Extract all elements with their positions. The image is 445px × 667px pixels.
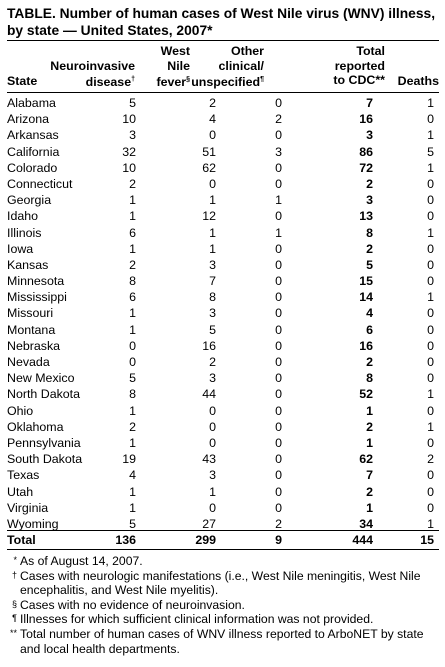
cell-fever: 0	[209, 419, 216, 434]
table-row	[7, 208, 439, 224]
table-row	[7, 435, 439, 451]
table-row	[7, 273, 439, 289]
cell-fever: 5	[209, 322, 216, 337]
cell-other: 0	[275, 435, 282, 450]
cell-fever: 1	[209, 241, 216, 256]
cell-total: 1	[366, 500, 373, 515]
cell-total: 16	[359, 112, 373, 127]
cell-deaths: 1	[427, 160, 434, 175]
cell-fever: 12	[202, 209, 216, 224]
cell-deaths: 0	[427, 257, 434, 272]
total-label: Total	[7, 533, 36, 547]
cell-other: 0	[275, 176, 282, 191]
cell-neuro: 10	[122, 160, 136, 175]
cell-other: 0	[275, 468, 282, 483]
pilcrow-mark: ¶	[260, 76, 264, 84]
table-row	[7, 192, 439, 208]
cell-neuro: 1	[129, 484, 136, 499]
table-row	[7, 451, 439, 467]
header-other-line2: clinical/	[218, 58, 264, 73]
cell-deaths: 1	[427, 128, 434, 143]
cell-total: 5	[366, 257, 373, 272]
cell-fever: 0	[209, 435, 216, 450]
cell-fever: 16	[202, 338, 216, 353]
cell-state: Idaho	[7, 209, 39, 224]
cell-total: 16	[359, 338, 373, 353]
cell-fever: 3	[209, 468, 216, 483]
table-row	[7, 419, 439, 435]
cell-other: 0	[275, 338, 282, 353]
table-row	[7, 241, 439, 257]
cell-deaths: 0	[427, 193, 434, 208]
footnote-rule	[7, 549, 439, 550]
header-total-line3: to CDC**	[333, 73, 385, 88]
cell-state: Illinois	[7, 225, 42, 240]
total-rule	[7, 530, 439, 531]
cell-neuro: 0	[129, 338, 136, 353]
cell-state: Ohio	[7, 403, 34, 418]
cell-other: 0	[275, 387, 282, 402]
cell-state: Georgia	[7, 193, 52, 208]
cell-neuro: 4	[129, 468, 136, 483]
cell-other: 0	[275, 160, 282, 175]
header-rule	[7, 92, 439, 93]
cell-total: 1	[366, 403, 373, 418]
header-fever-line2: Nile	[167, 58, 190, 73]
section-mark: §	[186, 76, 190, 84]
cell-neuro: 1	[129, 241, 136, 256]
cell-fever: 1	[209, 484, 216, 499]
cell-state: Iowa	[7, 241, 34, 256]
table-row	[7, 289, 439, 305]
cell-total: 15	[359, 274, 373, 289]
cell-fever: 3	[209, 257, 216, 272]
header-neuroinvasive-label: disease	[85, 75, 132, 90]
cell-deaths: 0	[427, 176, 434, 191]
cell-total: 2	[366, 484, 373, 499]
cell-neuro: 1	[129, 403, 136, 418]
cell-deaths: 0	[427, 209, 434, 224]
footnote-mark: *	[13, 555, 17, 565]
cell-total: 86	[359, 144, 373, 159]
cell-total: 2	[366, 176, 373, 191]
cell-deaths: 0	[427, 500, 434, 515]
cell-total: 13	[359, 209, 373, 224]
cell-neuro: 6	[129, 290, 136, 305]
header-total-reported	[333, 44, 385, 88]
cell-total: 1	[366, 435, 373, 450]
cell-state: Colorado	[7, 160, 58, 175]
table-row	[7, 305, 439, 321]
table-row	[7, 95, 439, 111]
cell-state: New Mexico	[7, 371, 75, 386]
header-other-line1: Other	[230, 44, 264, 58]
header-state: State	[7, 74, 38, 88]
dagger-mark: †	[131, 76, 135, 84]
cell-total: 72	[359, 160, 373, 175]
cell-other: 0	[275, 419, 282, 434]
cell-fever: 43	[202, 452, 216, 467]
cell-deaths: 1	[427, 516, 434, 531]
cell-fever: 7	[209, 274, 216, 289]
cell-total: 2	[366, 419, 373, 434]
footnote-text: Total number of human cases of WNV illness reported to ArboNET by state and local health departments.	[20, 626, 424, 656]
cell-deaths: 0	[427, 241, 434, 256]
footnote	[7, 554, 439, 569]
header-neuroinvasive	[50, 44, 135, 90]
cell-neuro: 19	[122, 452, 136, 467]
cell-total: 3	[366, 128, 373, 143]
cell-fever: 8	[209, 290, 216, 305]
table-row	[7, 403, 439, 419]
header-fever-line3	[156, 73, 190, 90]
footnote	[7, 627, 439, 656]
table-row	[7, 225, 439, 241]
footnote-text: Illnesses for which sufficient clinical information was not provided.	[20, 612, 374, 627]
cell-deaths: 2	[427, 452, 434, 467]
footnote-text: Cases with no evidence of neuroinvasion.	[20, 597, 245, 612]
cell-neuro: 1	[129, 435, 136, 450]
table-row	[7, 484, 439, 500]
footnote-text: Cases with neurologic manifestations (i.e., West Nile meningitis, West Nile encephalitis, and West Nile myelitis).	[20, 568, 421, 598]
cell-fever: 2	[209, 96, 216, 110]
cell-state: Wyoming	[7, 516, 59, 531]
header-neuroinvasive-line1: Neuroinvasive	[50, 58, 135, 73]
cell-total: 8	[366, 371, 373, 386]
cell-fever: 1	[209, 225, 216, 240]
cell-other: 2	[275, 112, 282, 127]
header-other-label: unspecified	[191, 75, 261, 90]
cell-state: Oklahoma	[7, 419, 64, 434]
cell-total: 6	[366, 322, 373, 337]
cell-total: 52	[359, 387, 373, 402]
footnotes	[7, 554, 439, 656]
cell-fever: 0	[209, 403, 216, 418]
table-row	[7, 127, 439, 143]
cell-state: Minnesota	[7, 274, 65, 289]
cell-state: Texas	[7, 468, 40, 483]
cell-deaths: 0	[427, 403, 434, 418]
table-row	[7, 144, 439, 160]
cell-neuro: 1	[129, 193, 136, 208]
total-fever: 299	[195, 533, 216, 547]
cell-fever: 62	[202, 160, 216, 175]
cell-state: Alabama	[7, 96, 56, 110]
cell-neuro: 6	[129, 225, 136, 240]
footnote-text: As of August 14, 2007.	[20, 554, 143, 568]
cell-state: North Dakota	[7, 387, 81, 402]
cell-deaths: 1	[427, 290, 434, 305]
table-row	[7, 354, 439, 370]
cell-deaths: 1	[427, 419, 434, 434]
cell-total: 14	[359, 290, 373, 305]
table-body	[7, 95, 439, 532]
total-neuroinvasive: 136	[115, 533, 136, 547]
cell-other: 0	[275, 355, 282, 369]
table-row	[7, 386, 439, 402]
header-west-nile-fever	[156, 44, 190, 90]
cell-other: 0	[275, 371, 282, 386]
header-fever-label: fever	[156, 75, 187, 90]
table-row	[7, 338, 439, 354]
cell-fever: 51	[202, 144, 216, 159]
footnote-mark: **	[9, 627, 17, 638]
cell-other: 0	[275, 500, 282, 515]
cell-total: 62	[359, 452, 373, 467]
cell-deaths: 0	[427, 112, 434, 127]
cell-fever: 0	[209, 176, 216, 191]
cell-state: Montana	[7, 322, 56, 337]
header-deaths: Deaths	[397, 74, 439, 88]
cell-neuro: 8	[129, 387, 136, 402]
cell-other: 1	[275, 193, 282, 208]
cell-deaths: 0	[427, 322, 434, 337]
cell-state: Mississippi	[7, 290, 67, 305]
cell-neuro: 1	[129, 322, 136, 337]
cell-other: 0	[275, 306, 282, 321]
cell-neuro: 1	[129, 209, 136, 224]
total-deaths: 15	[420, 533, 434, 547]
cell-other: 0	[275, 96, 282, 110]
cell-neuro: 2	[129, 176, 136, 191]
cell-other: 0	[275, 290, 282, 305]
cell-fever: 0	[209, 128, 216, 143]
cell-fever: 2	[209, 355, 216, 369]
cell-deaths: 0	[427, 274, 434, 289]
total-other: 9	[275, 533, 282, 547]
cell-state: Nevada	[7, 355, 50, 369]
cell-neuro: 5	[129, 96, 136, 110]
cell-neuro: 8	[129, 274, 136, 289]
cell-deaths: 0	[427, 484, 434, 499]
cell-neuro: 5	[129, 516, 136, 531]
cell-deaths: 0	[427, 338, 434, 353]
cell-total: 7	[366, 468, 373, 483]
cell-total: 8	[366, 225, 373, 240]
cell-fever: 44	[202, 387, 216, 402]
cell-state: Nebraska	[7, 338, 61, 353]
cell-fever: 3	[209, 306, 216, 321]
table-row	[7, 467, 439, 483]
cell-state: Pennsylvania	[7, 435, 81, 450]
cell-state: Kansas	[7, 257, 49, 272]
cell-other: 0	[275, 484, 282, 499]
table-row	[7, 500, 439, 516]
cell-fever: 4	[209, 112, 216, 127]
cell-deaths: 0	[427, 306, 434, 321]
cell-neuro: 0	[129, 355, 136, 369]
header-fever-line1: West	[160, 44, 190, 58]
cell-other: 2	[275, 516, 282, 531]
cell-state: California	[7, 144, 60, 159]
cell-state: Arizona	[7, 112, 50, 127]
cell-other: 0	[275, 257, 282, 272]
cell-state: South Dakota	[7, 452, 83, 467]
table-row	[7, 111, 439, 127]
cell-other: 0	[275, 403, 282, 418]
cell-neuro: 3	[129, 128, 136, 143]
table-row	[7, 370, 439, 386]
cell-neuro: 2	[129, 257, 136, 272]
cell-deaths: 1	[427, 387, 434, 402]
header-neuroinvasive-line2	[50, 73, 135, 90]
footnote-mark: ¶	[12, 613, 17, 624]
total-row	[7, 532, 439, 548]
cell-neuro: 2	[129, 419, 136, 434]
cell-total: 3	[366, 193, 373, 208]
cell-total: 2	[366, 355, 373, 369]
total-reported: 444	[352, 533, 373, 547]
cell-neuro: 32	[122, 144, 136, 159]
cell-deaths: 0	[427, 371, 434, 386]
cell-deaths: 0	[427, 355, 434, 369]
cell-fever: 27	[202, 516, 216, 531]
cell-neuro: 1	[129, 500, 136, 515]
footnote	[7, 598, 439, 613]
cell-total: 34	[359, 516, 373, 531]
cell-state: Utah	[7, 484, 34, 499]
cell-deaths: 5	[427, 144, 434, 159]
footnote-mark: §	[11, 598, 17, 609]
cell-state: Missouri	[7, 306, 54, 321]
cell-other: 0	[275, 274, 282, 289]
cell-other: 0	[275, 452, 282, 467]
cell-fever: 1	[209, 193, 216, 208]
cell-other: 0	[275, 322, 282, 337]
cell-other: 1	[275, 225, 282, 240]
cell-state: Arkansas	[7, 128, 59, 143]
cell-state: Virginia	[7, 500, 49, 515]
cell-other: 3	[275, 144, 282, 159]
cell-neuro: 10	[122, 112, 136, 127]
cell-fever: 3	[209, 371, 216, 386]
cell-other: 0	[275, 241, 282, 256]
cell-deaths: 0	[427, 468, 434, 483]
header-total-line2: reported	[334, 58, 385, 73]
cell-total: 4	[366, 306, 373, 321]
cell-total: 7	[366, 96, 373, 110]
header-other-clinical	[191, 44, 264, 90]
header-other-line3	[191, 73, 264, 90]
table-row	[7, 257, 439, 273]
cell-neuro: 1	[129, 306, 136, 321]
footnote-mark: †	[11, 569, 17, 580]
cell-deaths: 0	[427, 435, 434, 450]
cell-state: Connecticut	[7, 176, 73, 191]
cell-other: 0	[275, 209, 282, 224]
footnote	[7, 569, 439, 598]
table-row	[7, 176, 439, 192]
footnote	[7, 612, 439, 627]
header-total-line1: Total	[356, 44, 385, 58]
table-title: TABLE. Number of human cases of West Nile virus (WNV) illness, by state — United States, 2007*	[7, 6, 436, 38]
cell-neuro: 5	[129, 371, 136, 386]
cell-fever: 0	[209, 500, 216, 515]
cell-other: 0	[275, 128, 282, 143]
cell-deaths: 1	[427, 96, 434, 110]
table-row	[7, 160, 439, 176]
cell-total: 2	[366, 241, 373, 256]
top-rule	[7, 40, 439, 41]
cell-deaths: 1	[427, 225, 434, 240]
table-row	[7, 322, 439, 338]
